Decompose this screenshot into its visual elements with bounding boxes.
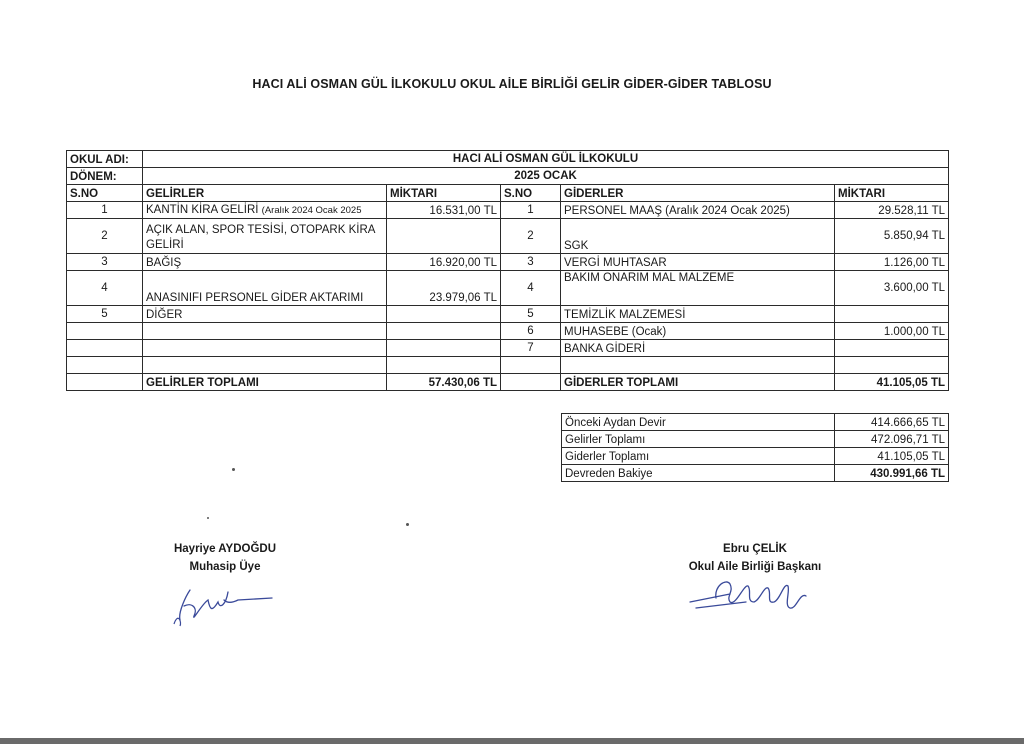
summary-value: 430.991,66 TL: [835, 465, 949, 482]
school-name: HACI ALİ OSMAN GÜL İLKOKULU: [143, 151, 949, 168]
expense-no: 7: [501, 340, 561, 357]
income-no: [67, 323, 143, 340]
expense-amount: 3.600,00 TL: [835, 271, 949, 306]
table-row: [67, 271, 949, 306]
expense-amount: 5.850,94 TL: [835, 219, 949, 254]
expense-no: 1: [501, 202, 561, 219]
totals-row: [67, 374, 949, 391]
income-no: [67, 340, 143, 357]
period-value: 2025 OCAK: [143, 168, 949, 185]
treasurer-name: Hayriye AYDOĞDU: [173, 543, 277, 555]
income-name: [143, 202, 387, 219]
income-no: 5: [67, 306, 143, 323]
page-bottom-edge: [0, 738, 1024, 744]
income-name: AÇIK ALAN, SPOR TESİSİ, OTOPARK KİRA GELİRİ: [143, 219, 387, 254]
expense-amount: 1.000,00 TL: [835, 323, 949, 340]
summary-row: [562, 448, 949, 465]
income-total-value: 57.430,06 TL: [387, 374, 501, 391]
president-name: Ebru ÇELİK: [723, 543, 787, 555]
income-amount: [387, 219, 501, 254]
income-amount: [387, 323, 501, 340]
income-name-note: (Aralık 2024 Ocak 2025: [261, 205, 362, 216]
income-no: 1: [67, 202, 143, 219]
income-amount: [387, 340, 501, 357]
expense-no: 6: [501, 323, 561, 340]
signature-block-treasurer: [140, 540, 310, 576]
expense-no: 2: [501, 219, 561, 254]
summary-label: Önceki Aydan Devir: [562, 414, 835, 431]
expense-name: PERSONEL MAAŞ (Aralık 2024 Ocak 2025): [561, 202, 835, 219]
expense-name: MUHASEBE (Ocak): [561, 323, 835, 340]
income-name: ANASINIFI PERSONEL GİDER AKTARIMI: [143, 271, 387, 306]
income-no: 3: [67, 254, 143, 271]
summary-row: [562, 465, 949, 482]
expense-name: VERGİ MUHTASAR: [561, 254, 835, 271]
income-expense-table: [66, 150, 949, 391]
document-title: HACI ALİ OSMAN GÜL İLKOKULU OKUL AİLE BİRLİĞİ GELİR GİDER-GİDER TABLOSU: [252, 77, 772, 91]
table-row: [67, 254, 949, 271]
summary-label: Giderler Toplamı: [562, 448, 835, 465]
speck: [406, 523, 409, 526]
president-signature-icon: [686, 572, 816, 620]
income-amount: 23.979,06 TL: [387, 271, 501, 306]
summary-value: 472.096,71 TL: [835, 431, 949, 448]
income-name: DİĞER: [143, 306, 387, 323]
income-amount: 16.531,00 TL: [387, 202, 501, 219]
income-no: 2: [67, 219, 143, 254]
header-income: GELİRLER: [143, 185, 387, 202]
income-amount: [387, 306, 501, 323]
income-name: [143, 323, 387, 340]
expense-no: 3: [501, 254, 561, 271]
table-row: [67, 306, 949, 323]
header-expense: GİDERLER: [561, 185, 835, 202]
expense-total-label: GİDERLER TOPLAMI: [561, 374, 835, 391]
income-amount: 16.920,00 TL: [387, 254, 501, 271]
expense-amount: [835, 306, 949, 323]
expense-amount: 1.126,00 TL: [835, 254, 949, 271]
summary-row: [562, 414, 949, 431]
header-amount-expense: MİKTARI: [835, 185, 949, 202]
treasurer-role: Muhasip Üye: [189, 561, 261, 573]
expense-name: BAKIM ONARIM MAL MALZEME: [561, 271, 835, 306]
summary-row: [562, 431, 949, 448]
expense-total-value: 41.105,05 TL: [835, 374, 949, 391]
summary-value: 41.105,05 TL: [835, 448, 949, 465]
period-row: [67, 168, 949, 185]
expense-no: 4: [501, 271, 561, 306]
president-role: Okul Aile Birliği Başkanı: [688, 561, 822, 573]
school-label: OKUL ADI:: [67, 151, 143, 168]
treasurer-signature-icon: [168, 582, 278, 628]
summary-label: Devreden Bakiye: [562, 465, 835, 482]
table-row: [67, 219, 949, 254]
expense-name: SGK: [561, 219, 835, 254]
expense-no: 5: [501, 306, 561, 323]
balance-summary-table: [561, 413, 949, 482]
header-row: [67, 185, 949, 202]
income-no: 4: [67, 271, 143, 306]
school-row: [67, 151, 949, 168]
summary-label: Gelirler Toplamı: [562, 431, 835, 448]
expense-name: TEMİZLİK MALZEMESİ: [561, 306, 835, 323]
expense-name: BANKA GİDERİ: [561, 340, 835, 357]
table-row: [67, 340, 949, 357]
signature-block-president: [670, 540, 840, 576]
header-sno-expense: S.NO: [501, 185, 561, 202]
expense-amount: 29.528,11 TL: [835, 202, 949, 219]
summary-value: 414.666,65 TL: [835, 414, 949, 431]
income-name-text: KANTİN KİRA GELİRİ: [146, 204, 262, 216]
expense-amount: [835, 340, 949, 357]
income-name: BAĞIŞ: [143, 254, 387, 271]
speck: [232, 468, 235, 471]
table-row: [67, 202, 949, 219]
income-total-label: GELİRLER TOPLAMI: [143, 374, 387, 391]
header-amount-income: MİKTARI: [387, 185, 501, 202]
income-name: [143, 340, 387, 357]
header-sno-income: S.NO: [67, 185, 143, 202]
table-row: [67, 323, 949, 340]
table-row: [67, 357, 949, 374]
period-label: DÖNEM:: [67, 168, 143, 185]
speck: [207, 517, 209, 519]
